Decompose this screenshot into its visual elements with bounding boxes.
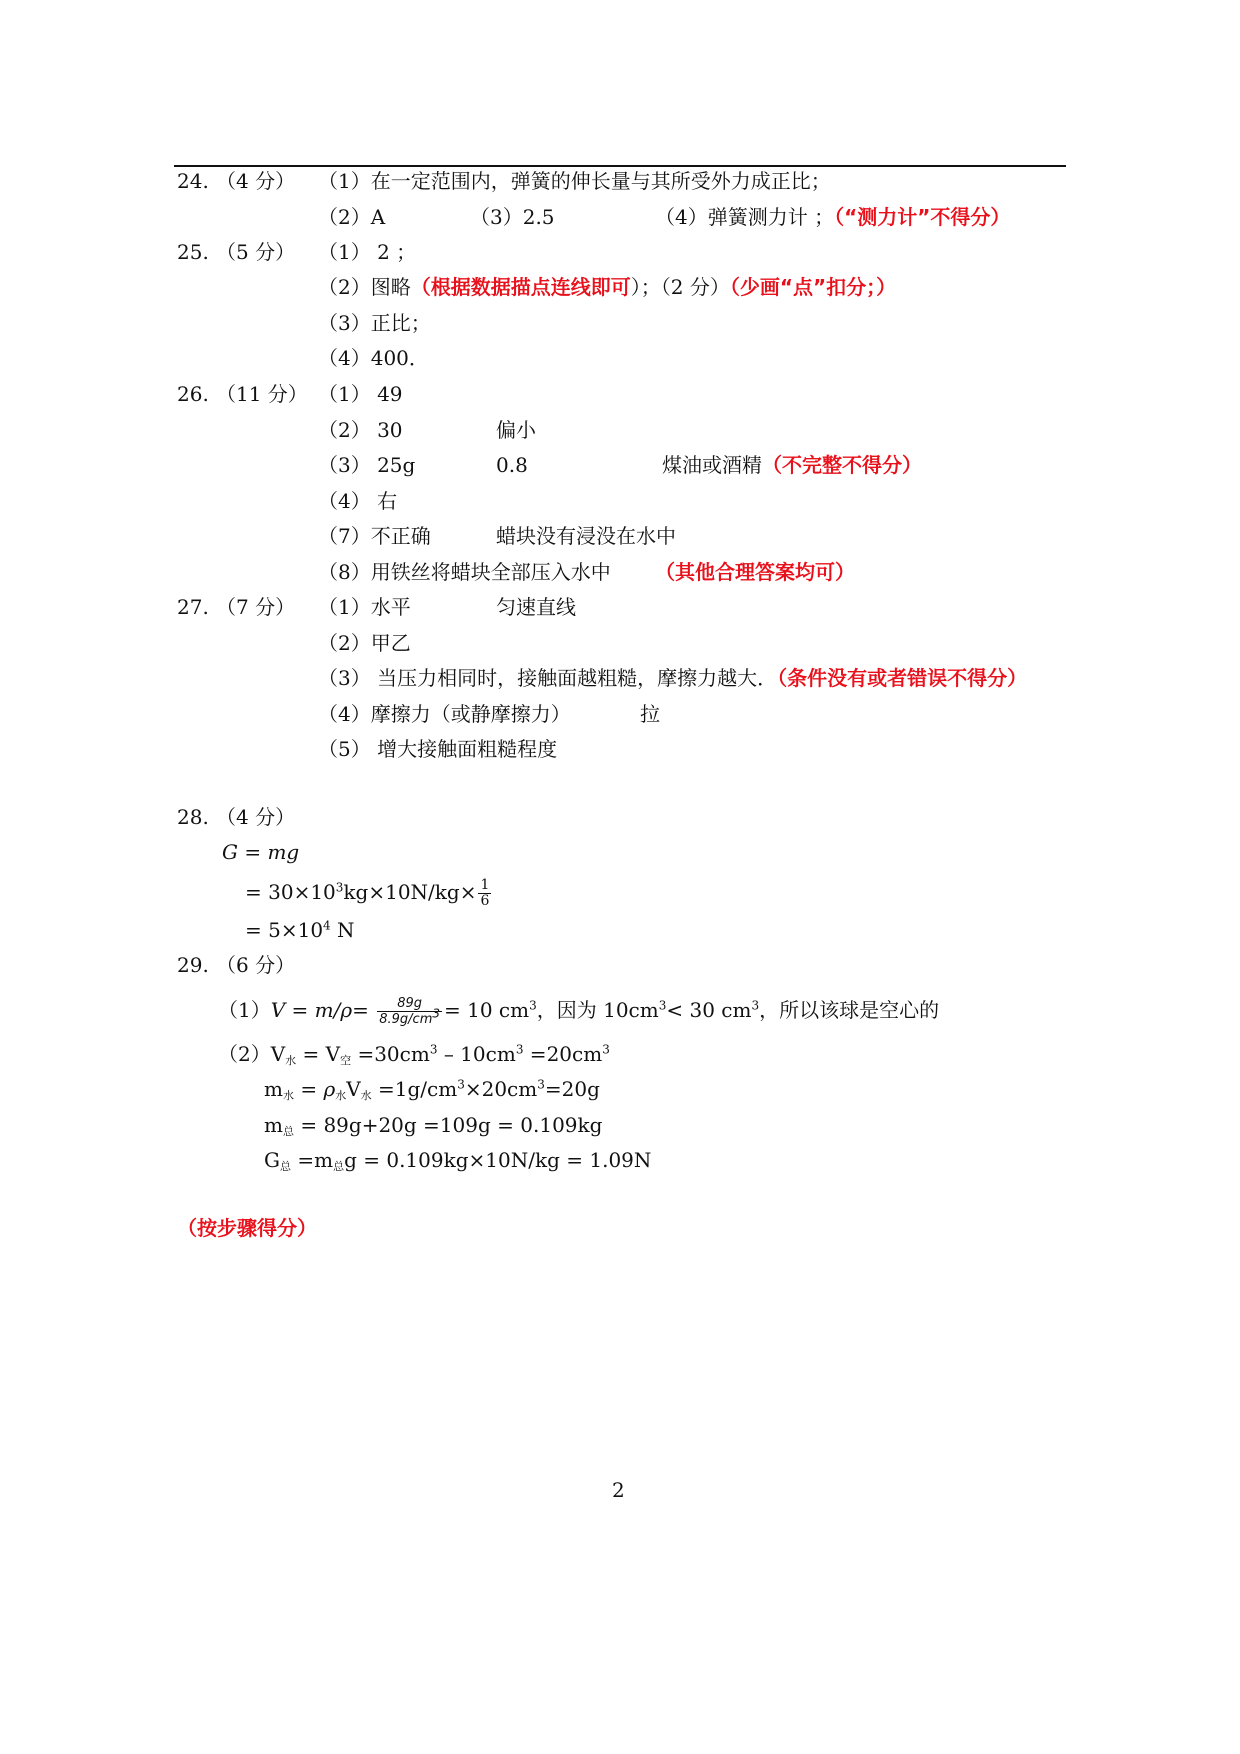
q26-part2-b: 偏小 — [496, 418, 536, 442]
q29-number: 29. — [177, 953, 209, 977]
q24-number: 24. — [177, 169, 209, 193]
q26-part7: （7）不正确 — [318, 524, 431, 548]
q26-part3-b: 0.8 — [496, 453, 528, 477]
q25-score: （5 分） — [216, 240, 296, 264]
q25-part1: （1） 2 ； — [318, 240, 417, 264]
q25-part4: （4）400． — [318, 346, 429, 370]
q28-line1: G = mg — [222, 840, 300, 864]
q26-number: 26. — [177, 382, 209, 406]
q27-part3-answer: （3） 当压力相同时，接触面越粗糙，摩擦力越大． — [318, 666, 778, 690]
q27-part4: （4）摩擦力（或静摩擦力） — [318, 702, 571, 726]
q27-part1: （1）水平 — [318, 595, 411, 619]
q29-line5: $G_总 =m_总g = 0.109kg\times 10N/kg = 1.09N$ — [264, 1148, 652, 1173]
q29-line3: $m_水 = \rho_水V_水 =1g/cm^3\times 20cm^3=20g$ — [264, 1077, 600, 1102]
scoring-note: （按步骤得分） — [177, 1216, 317, 1240]
q26-part8-note: （其他合理答案均可） — [655, 560, 855, 584]
q25-part2-note2: （少画“点”扣分；） — [729, 275, 897, 299]
q27-part4-b: 拉 — [640, 702, 660, 726]
q28-score: （4 分） — [216, 805, 296, 829]
q26-part3: （3） 25g — [318, 453, 416, 477]
q29-line2: $(2)V_水 = V_空 =30cm^3 - 10cm^3 =20cm^3$ — [218, 1042, 610, 1067]
q24-part2: （2）A — [318, 205, 386, 229]
q24-part4-note: （“测力计”不得分） — [834, 205, 1011, 229]
q27-part5: （5） 增大接触面粗糙程度 — [318, 737, 558, 761]
page-number: 2 — [612, 1478, 625, 1502]
q24-part3: （3）2.5 — [470, 205, 555, 229]
q25-part2-answer: （2）图略 — [318, 275, 411, 299]
q24-part1: （1）在一定范围内，弹簧的伸长量与其所受外力成正比； — [318, 169, 831, 193]
q24-part4 — [655, 203, 1010, 231]
q26-part7-b: 蜡块没有浸没在水中 — [496, 524, 676, 548]
q26-part2: （2） 30 — [318, 418, 403, 442]
q25-part2-note: （根据数据描点连线即可 — [410, 275, 631, 299]
q27-number: 27. — [177, 595, 209, 619]
q28-line2: = $30\times 10^3kg\times 10N/kg\times$ $\frac{1}{6}$ — [245, 877, 490, 909]
q27-part3 — [318, 664, 1027, 692]
q26-part3-c — [662, 451, 922, 479]
q27-part2: （2）甲乙 — [318, 631, 411, 655]
q28-line3: = $5\times 10^4$ N — [245, 918, 355, 942]
q25-part2-mid: ）；（2 分） — [630, 275, 730, 299]
q29-fraction: $\frac{89g}{8.9g/cm^3}$ — [379, 996, 440, 1027]
q29-line4: $m_总 = 89g+20g =109g = 0.109kg$ — [264, 1113, 603, 1138]
q25-part2 — [318, 273, 896, 301]
q29-score: （6 分） — [216, 953, 296, 977]
q26-part8: （8）用铁丝将蜡块全部压入水中 — [318, 560, 611, 584]
q29-line1: （1）V = m/ρ= $\frac{89g}{8.9g/cm^3}$ = 10 $cm^3$，因为 $10cm^3< 30$ $cm^3$，所以该球是空心的 — [218, 996, 940, 1027]
q25-part3: （3）正比； — [318, 311, 431, 335]
q27-score: （7 分） — [216, 595, 296, 619]
q28-fraction: $\frac{1}{6}$ — [480, 877, 490, 909]
q24-score: （4 分） — [216, 169, 296, 193]
q27-part3-note: （条件没有或者错误不得分） — [777, 666, 1028, 690]
q28-number: 28. — [177, 805, 209, 829]
q26-part3-answer: 煤油或酒精 — [662, 453, 762, 477]
q26-part1: （1） 49 — [318, 382, 403, 406]
q24-part4-answer: （4）弹簧测力计 ； — [655, 205, 835, 229]
q25-number: 25. — [177, 240, 209, 264]
q26-part4: （4） 右 — [318, 489, 398, 513]
q26-score: （11 分） — [216, 382, 308, 406]
q26-part3-note: （不完整不得分） — [762, 453, 922, 477]
q27-part1-b: 匀速直线 — [496, 595, 576, 619]
